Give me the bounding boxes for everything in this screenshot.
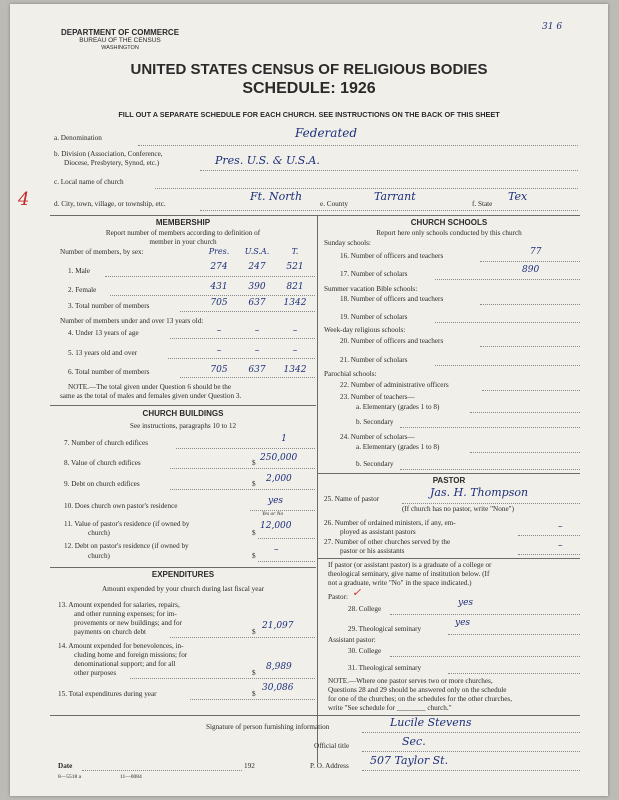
q27-value: – — [558, 541, 563, 551]
col-head-usa: U.S.A. — [244, 247, 270, 256]
weekday-schools-label: Week-day religious schools: — [324, 326, 406, 334]
q11-label-line1: 11. Value of pastor's residence (if owned by — [64, 520, 190, 528]
bureau-label: BUREAU OF THE CENSUS — [79, 37, 161, 44]
q14-label-line3: denominational support; and for all — [74, 660, 176, 668]
q17-label: 17. Number of scholars — [340, 270, 408, 278]
q13-label-line3: provements or new buildings; and for — [74, 619, 182, 627]
yes-or-no-hint: Yes or No — [262, 511, 284, 517]
expenditures-intro: Amount expended by your church during last fiscal year — [101, 585, 265, 593]
signature-value: Lucile Stevens — [390, 716, 472, 729]
pastor-note-4: write "See schedule for ________ church." — [328, 704, 452, 712]
q6-value-pres: 705 — [210, 365, 228, 375]
q2-value-total: 821 — [286, 282, 304, 292]
col-head-total: T. — [291, 247, 299, 256]
state-label: f. State — [472, 200, 493, 208]
q31-label: 31. Theological seminary — [348, 664, 422, 672]
q4-label: 4. Under 13 years of age — [68, 329, 139, 337]
expenditures-title: EXPENDITURES — [151, 570, 215, 579]
address-label: P. O. Address — [310, 762, 349, 770]
pastor-check-mark: ✓ — [352, 586, 362, 599]
col-head-pres: Pres. — [208, 247, 230, 256]
q12-value: – — [274, 545, 279, 555]
q20-label: 20. Number of officers and teachers — [340, 337, 444, 345]
q16-value: 77 — [530, 247, 542, 257]
q2-value-usa: 390 — [248, 282, 266, 292]
local-name-label: c. Local name of church — [54, 178, 124, 186]
census-form-sheet: 31 6 DEPARTMENT OF COMMERCE BUREAU OF THE CENSUS WASHINGTON UNITED STATES CENSUS OF RELIGIOUS BODIES SCHEDULE: 1926 FILL OUT A SEPARATE SCHEDULE FOR EACH CHURCH. SEE INSTRUCTIONS ON THE BACK OF THIS SHEET a. Denomination Federated b. Division (Association, Conference, Diocese, Presbytery, Synod, etc.) Pres. U.S. & U.S.A. c. Local name of church 4 d. City, town, village, or township, etc. Ft. North e. County Tarrant f. State Tex MEMBERSHIP Report number of members according to definition of member in your church Number of members, by sex: Pres. U.S.A. T. 1. Male 274 247 521 2. Female 431 390 821 3. Total number of members 705 637 1342 Number of members under and over 13 years old: 4. Under 13 years of age – – – 5. 13 years old and over – – – 6. Total number of members 705 637 1342 NOTE.—The total given under Question 6 should be the same as the total of males and females given under Question 3. CHURCH BUILDINGS See instructions, paragraphs 10 to 12 7. Number of church edifices 1 8. Value of church edifices $ 250,000 9. Debt on church edifices $ 2,000 10. Does church own pastor's residence yes Yes or No 11. Value of pastor's residence (if owned by church) $ 12,000 12. Debt on pastor's residence (if owned by church) $ – EXPENDITURES Amount expended by your church during last fiscal year 13. Amount expended for salaries, repairs, and other running expenses; for im- provements or new buildings; and for payments on church debt $ 21,097 14. Amount expended for benevolences, in- cluding home and foreign missions; for denominational support; and for all other purposes $ 8,989 15. Total expenditures during year $ 30,086 CHURCH SCHOOLS Report here only schools conducted by this church Sunday schools: 16. Number of officers and teachers 77 17. Number of scholars 890 Summer vacation Bible schools: 18. Number of officers and teachers 19. Number of scholars Week-day religious schools: 20. Number of officers and teachers 21. Number of scholars Parochial schools: 22. Number of administrative officers 23. Number of teachers— a. Elementary (grades 1 to 8) b. Secondary 24. Number of scholars— a. Elementary (grades 1 to 8) b. Secondary PASTOR 25. Name of pastor Jas. H. Thompson (If church has no pastor, write "None") 26. Number of ordained ministers, if any, em- ployed as assistant pastors – 27. Number of other churches served by the pastor or his assistants – If pastor (or assistant pastor) is a graduate of a college or theological seminary, give name of institution below. (If not a graduate, write "No" in the space indicated.) Pastor: ✓ 28. College yes 29. Theological seminary yes Assistant pastor: 30. College 31. Theological seminary NOTE.—Where one pastor serves two or more churches, Questions 28 and 29 should be answered only on the schedule for one of the churches; on the schedules for the other churches, write "See schedule for ________ church." Signature of person furnishing information Lucile Stevens Official title Sec. Date 192 P. O. Address 507 Taylor St. 8—5518 a 11—0084 — [10, 4, 608, 796]
q4-value-total: – — [292, 326, 298, 336]
q26-value: – — [558, 522, 563, 532]
q16-label: 16. Number of officers and teachers — [340, 252, 444, 260]
q4-value-pres: – — [216, 326, 222, 336]
q5-value-pres: – — [216, 346, 222, 356]
q17-value: 890 — [522, 265, 540, 275]
q1-value-usa: 247 — [248, 262, 266, 272]
division-label-line2: Diocese, Presbytery, Synod, etc.) — [64, 159, 160, 167]
official-title-value: Sec. — [402, 735, 426, 748]
graduate-instruction-2: theological seminary, give name of institution below. (If — [328, 570, 490, 578]
division-value: Pres. U.S. & U.S.A. — [215, 154, 320, 167]
q10-label: 10. Does church own pastor's residence — [64, 502, 178, 510]
q14-value: 8,989 — [266, 662, 292, 672]
q15-value: 30,086 — [262, 683, 294, 693]
state-value: Tex — [508, 190, 528, 203]
schedule-title: SCHEDULE: 1926 — [242, 80, 376, 97]
q26-label-line2: ployed as assistant pastors — [340, 528, 416, 536]
q2-label: 2. Female — [68, 286, 97, 294]
buildings-sub: See instructions, paragraphs 10 to 12 — [129, 422, 237, 430]
q24b-label: b. Secondary — [356, 460, 394, 468]
q5-value-usa: – — [254, 346, 260, 356]
q1-value-pres: 274 — [210, 262, 228, 272]
q3-value-total: 1342 — [283, 298, 307, 308]
q10-value: yes — [268, 496, 284, 506]
q13-value: 21,097 — [262, 621, 294, 631]
q28-label: 28. College — [348, 605, 382, 613]
q13-label-line1: 13. Amount expended for salaries, repairs, — [58, 601, 180, 609]
q9-value: 2,000 — [266, 474, 292, 484]
q7-label: 7. Number of church edifices — [64, 439, 149, 447]
q1-label: 1. Male — [68, 267, 90, 275]
q21-label: 21. Number of scholars — [340, 356, 408, 364]
signature-label: Signature of person furnishing information — [206, 723, 330, 731]
fill-instruction: FILL OUT A SEPARATE SCHEDULE FOR EACH CHURCH. SEE INSTRUCTIONS ON THE BACK OF THIS SHEET — [118, 110, 500, 119]
form-number: 8—5518 a — [58, 774, 82, 780]
q5-label: 5. 13 years old and over — [68, 349, 138, 357]
q18-label: 18. Number of officers and teachers — [340, 295, 444, 303]
q6-label: 6. Total number of members — [68, 368, 150, 376]
date-year: 192 — [244, 762, 255, 770]
city-town-value: Ft. North — [250, 190, 303, 203]
form-title: UNITED STATES CENSUS OF RELIGIOUS BODIES — [130, 61, 488, 78]
county-value: Tarrant — [374, 190, 416, 203]
vacation-schools-label: Summer vacation Bible schools: — [324, 285, 418, 293]
q7-value: 1 — [281, 434, 287, 444]
q13-label-line2: and other running expenses; for im- — [74, 610, 177, 618]
q26-label-line1: 26. Number of ordained ministers, if any, em- — [324, 519, 456, 527]
q2-value-pres: 431 — [210, 282, 228, 292]
schools-title: CHURCH SCHOOLS — [410, 218, 488, 227]
q25-value: Jas. H. Thompson — [430, 486, 529, 499]
q6-value-total: 1342 — [283, 365, 307, 375]
q12-label-line1: 12. Debt on pastor's residence (if owned by — [64, 542, 189, 550]
sunday-schools-label: Sunday schools: — [324, 239, 371, 247]
q24a-label: a. Elementary (grades 1 to 8) — [356, 443, 440, 451]
q4-value-usa: – — [254, 326, 260, 336]
q3-value-usa: 637 — [248, 298, 266, 308]
q12-label-line2: church) — [88, 552, 110, 560]
parochial-schools-label: Parochial schools: — [324, 370, 377, 378]
q3-label: 3. Total number of members — [68, 302, 150, 310]
age-group-label: Number of members under and over 13 years old: — [60, 317, 204, 325]
q29-value: yes — [455, 618, 471, 628]
department-label: DEPARTMENT OF COMMERCE — [60, 28, 180, 37]
q11-value: 12,000 — [260, 521, 292, 531]
by-sex-label: Number of members, by sex: — [60, 248, 144, 256]
buildings-title: CHURCH BUILDINGS — [142, 409, 224, 418]
q11-label-line2: church) — [88, 529, 110, 537]
membership-title: MEMBERSHIP — [155, 218, 211, 227]
q8-label: 8. Value of church edifices — [64, 459, 141, 467]
q27-label-line1: 27. Number of other churches served by the — [324, 538, 451, 546]
q8-value: 250,000 — [260, 453, 298, 463]
membership-intro-1: Report number of members according to definition of — [105, 229, 261, 237]
q13-label-line4: payments on church debt — [74, 628, 147, 636]
q1-value-total: 521 — [286, 262, 304, 272]
margin-check-mark: 4 — [18, 189, 30, 210]
q23b-label: b. Secondary — [356, 418, 394, 426]
denomination-label: a. Denomination — [54, 134, 102, 142]
q14-label-line4: other purposes — [74, 669, 117, 677]
membership-intro-2: member in your church — [149, 238, 217, 246]
q6-value-usa: 637 — [248, 365, 266, 375]
print-number: 11—0084 — [120, 774, 142, 780]
q23-label: 23. Number of teachers— — [340, 393, 415, 401]
date-label: Date — [58, 762, 73, 770]
assistant-pastor-subhead: Assistant pastor: — [328, 636, 376, 644]
city-label: WASHINGTON — [101, 45, 139, 51]
address-value: 507 Taylor St. — [370, 754, 449, 767]
membership-note-2: same as the total of males and females given under Question 3. — [60, 392, 242, 400]
pastor-note-2: Questions 28 and 29 should be answered only on the schedule — [328, 686, 507, 694]
q15-label: 15. Total expenditures during year — [58, 690, 157, 698]
q30-label: 30. College — [348, 647, 382, 655]
q25-note: (If church has no pastor, write "None") — [402, 505, 514, 513]
graduate-instruction-1: If pastor (or assistant pastor) is a graduate of a college or — [328, 561, 492, 569]
q14-label-line2: cluding home and foreign missions; for — [74, 651, 188, 659]
pastor-note-3: for one of the churches; on the schedules for the other churches, — [328, 695, 513, 703]
q5-value-total: – — [292, 346, 298, 356]
graduate-instruction-3: not a graduate, write "No" in the space indicated.) — [328, 579, 472, 587]
county-label: e. County — [320, 200, 348, 208]
pastor-note-1: NOTE.—Where one pastor serves two or more churches, — [328, 677, 493, 685]
denomination-value: Federated — [295, 126, 358, 140]
q3-value-pres: 705 — [210, 298, 228, 308]
q19-label: 19. Number of scholars — [340, 313, 408, 321]
q23a-label: a. Elementary (grades 1 to 8) — [356, 403, 440, 411]
q14-label-line1: 14. Amount expended for benevolences, in- — [58, 642, 184, 650]
q29-label: 29. Theological seminary — [348, 625, 422, 633]
q28-value: yes — [458, 598, 474, 608]
pastor-title: PASTOR — [432, 476, 466, 485]
q27-label-line2: pastor or his assistants — [340, 547, 405, 555]
official-title-label: Official title — [314, 742, 350, 750]
schools-sub: Report here only schools conducted by this church — [376, 229, 522, 237]
q25-label: 25. Name of pastor — [324, 495, 380, 503]
q24-label: 24. Number of scholars— — [340, 433, 415, 441]
page-number: 31 6 — [542, 22, 563, 32]
city-town-label: d. City, town, village, or township, etc. — [54, 200, 166, 208]
pastor-subhead: Pastor: — [328, 593, 348, 601]
q9-label: 9. Debt on church edifices — [64, 480, 140, 488]
q22-label: 22. Number of administrative officers — [340, 381, 449, 389]
division-label-line1: b. Division (Association, Conference, — [54, 150, 163, 158]
membership-note-1: NOTE.—The total given under Question 6 should be the — [68, 383, 232, 391]
